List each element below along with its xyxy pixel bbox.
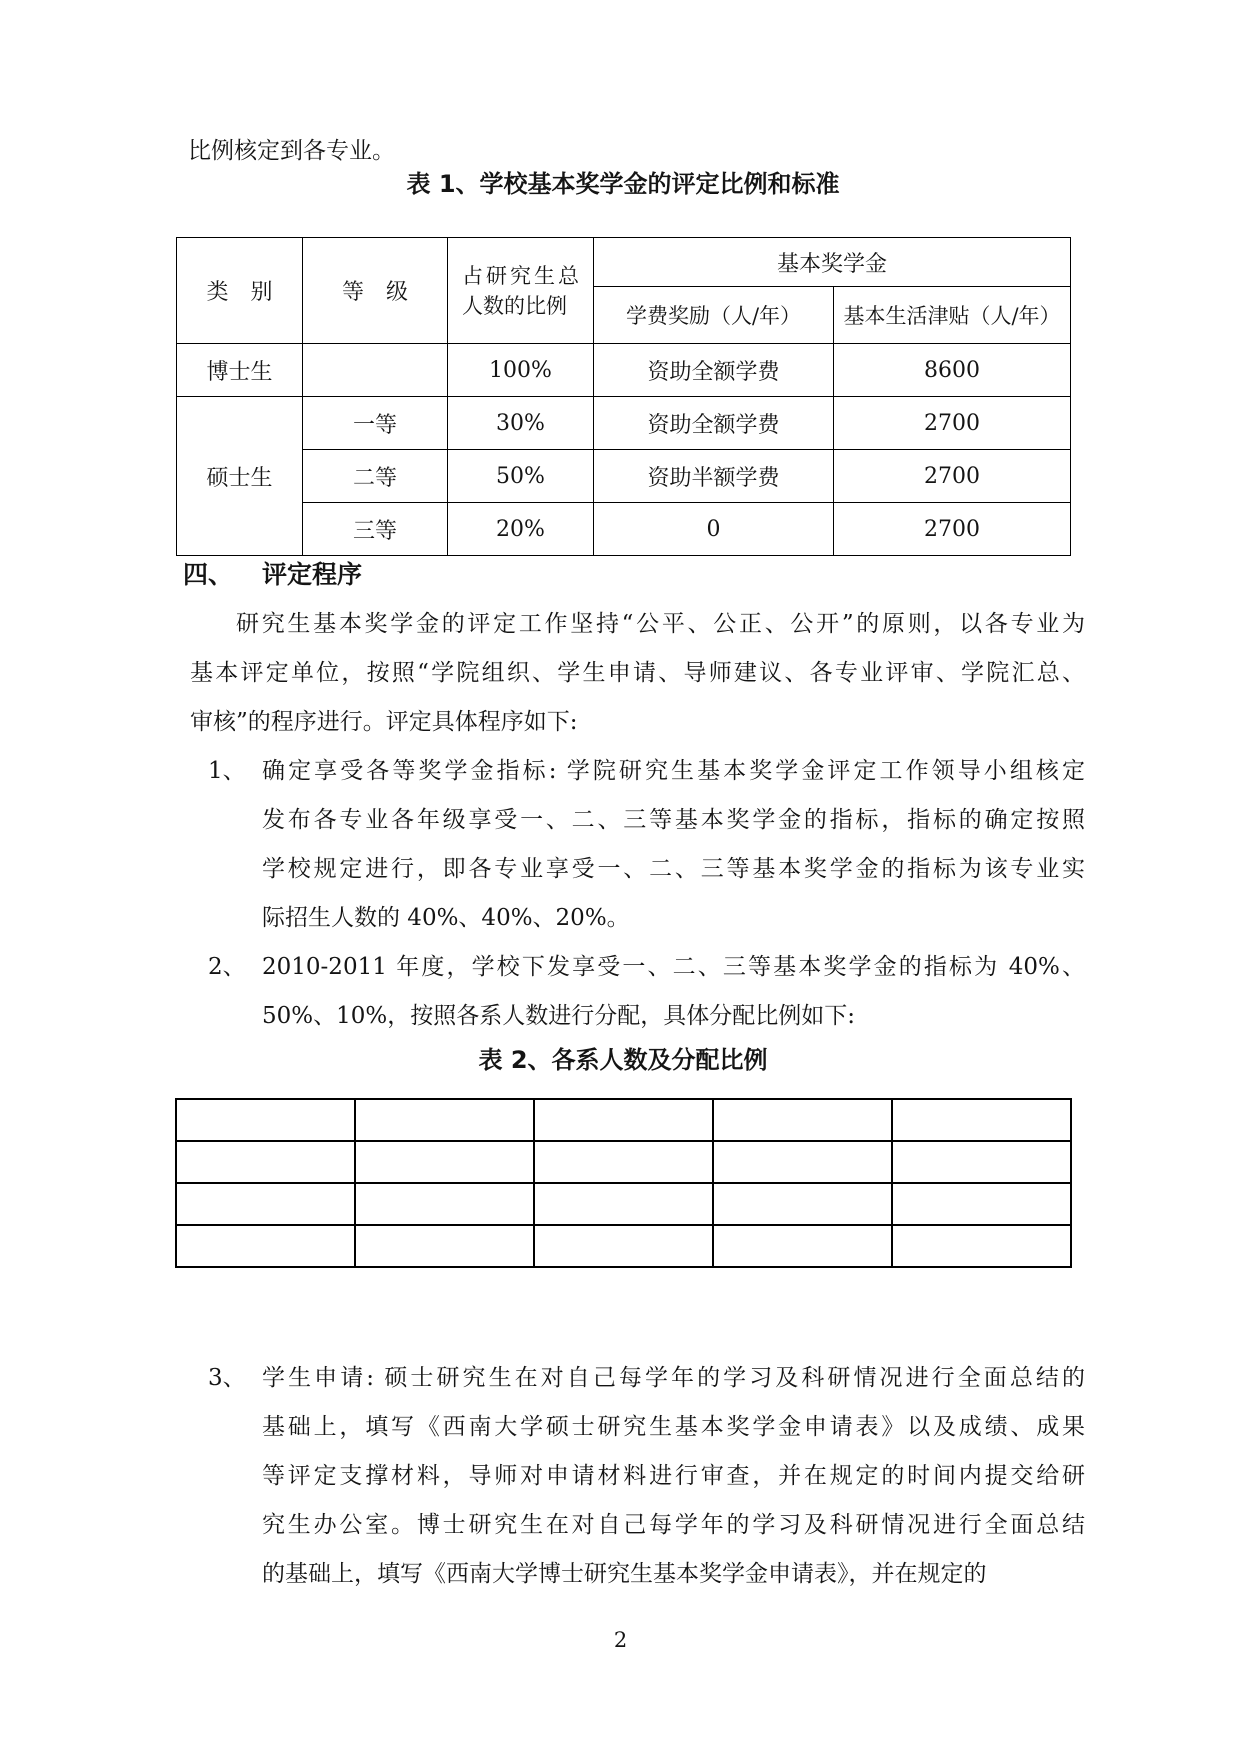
intro-line: 比例核定到各专业。 xyxy=(188,138,395,164)
cell-ratio: 20% xyxy=(448,503,594,556)
section-heading xyxy=(183,558,362,591)
empty-cell xyxy=(713,1183,892,1225)
empty-cell xyxy=(892,1183,1071,1225)
table1-header-category: 类 别 xyxy=(177,238,303,344)
empty-cell xyxy=(176,1099,355,1141)
cell-tuition: 资助全额学费 xyxy=(594,344,834,397)
cell-tuition: 资助全额学费 xyxy=(594,397,834,450)
list-item-number: 3、 xyxy=(208,1365,246,1391)
empty-cell xyxy=(534,1225,713,1267)
page-number: 2 xyxy=(613,1628,628,1652)
empty-cell xyxy=(355,1225,534,1267)
list-item-line: 学校规定进行，即各专业享受一、二、三等基本奖学金的指标为该专业实 xyxy=(262,856,1085,882)
cell-living: 8600 xyxy=(834,344,1071,397)
list-item xyxy=(208,747,1085,943)
list-item-number: 2、 xyxy=(208,954,246,980)
table1-header-grade: 等 级 xyxy=(303,238,448,344)
cell-category: 硕士生 xyxy=(177,397,303,556)
list-item-line: 基础上，填写《西南大学硕士研究生基本奖学金申请表》以及成绩、成果 xyxy=(262,1414,1085,1440)
distribution-table xyxy=(175,1098,1072,1268)
list-item-line: 际招生人数的 40%、40%、20%。 xyxy=(262,905,630,931)
table-row xyxy=(177,397,1071,450)
empty-cell xyxy=(892,1225,1071,1267)
cell-living: 2700 xyxy=(834,397,1071,450)
empty-cell xyxy=(713,1225,892,1267)
table-row xyxy=(176,1141,1071,1183)
cell-category: 博士生 xyxy=(177,344,303,397)
empty-cell xyxy=(534,1141,713,1183)
table-row xyxy=(176,1099,1071,1141)
list-item xyxy=(208,1354,1085,1599)
table1-header-ratio-text: 占研究生总人数的比例 xyxy=(462,263,579,318)
empty-cell xyxy=(892,1099,1071,1141)
cell-grade: 三等 xyxy=(303,503,448,556)
table-row xyxy=(176,1183,1071,1225)
empty-cell xyxy=(176,1225,355,1267)
empty-cell xyxy=(355,1183,534,1225)
cell-living: 2700 xyxy=(834,503,1071,556)
table1-header-living: 基本生活津贴（人/年） xyxy=(834,287,1071,344)
empty-cell xyxy=(355,1141,534,1183)
empty-cell xyxy=(713,1099,892,1141)
section-heading-text: 评定程序 xyxy=(262,560,363,589)
scholarship-table xyxy=(176,237,1071,556)
cell-tuition: 0 xyxy=(594,503,834,556)
table-row xyxy=(177,344,1071,397)
empty-cell xyxy=(713,1141,892,1183)
empty-cell xyxy=(534,1099,713,1141)
list-item-line: 的基础上，填写《西南大学博士研究生基本奖学金申请表》，并在规定的 xyxy=(262,1561,987,1587)
empty-cell xyxy=(534,1183,713,1225)
list-item-line: 发布各专业各年级享受一、二、三等基本奖学金的指标，指标的确定按照 xyxy=(262,807,1085,833)
cell-grade: 一等 xyxy=(303,397,448,450)
cell-tuition: 资助半额学费 xyxy=(594,450,834,503)
list-item-line: 2010-2011 年度，学校下发享受一、二、三等基本奖学金的指标为 40%、 xyxy=(262,954,1085,980)
cell-living: 2700 xyxy=(834,450,1071,503)
table-row xyxy=(176,1225,1071,1267)
empty-cell xyxy=(892,1141,1071,1183)
cell-ratio: 50% xyxy=(448,450,594,503)
table-row xyxy=(177,450,1071,503)
list-item-line: 等评定支撑材料，导师对申请材料进行审查，并在规定的时间内提交给研 xyxy=(262,1463,1085,1489)
list-item-line: 学生申请: 硕士研究生在对自己每学年的学习及科研情况进行全面总结的 xyxy=(262,1365,1085,1391)
cell-grade xyxy=(303,344,448,397)
paragraph-line: 基本评定单位，按照“学院组织、学生申请、导师建议、各专业评审、学院汇总、 xyxy=(190,660,1085,686)
empty-cell xyxy=(176,1141,355,1183)
cell-ratio: 100% xyxy=(448,344,594,397)
list-item-number: 1、 xyxy=(208,758,246,784)
list-item-line: 究生办公室。博士研究生在对自己每学年的学习及科研情况进行全面总结 xyxy=(262,1512,1085,1538)
list-item-line: 确定享受各等奖学金指标: 学院研究生基本奖学金评定工作领导小组核定 xyxy=(262,758,1085,784)
list-item xyxy=(208,943,1085,1041)
cell-ratio: 30% xyxy=(448,397,594,450)
empty-cell xyxy=(176,1183,355,1225)
cell-grade: 二等 xyxy=(303,450,448,503)
list-item-line: 50%、10%，按照各系人数进行分配，具体分配比例如下: xyxy=(262,1003,855,1029)
table1-title: 表 1、学校基本奖学金的评定比例和标准 xyxy=(406,170,840,198)
paragraph-line: 审核”的程序进行。评定具体程序如下: xyxy=(190,709,578,735)
table1-header-ratio xyxy=(448,238,594,344)
paragraph-line: 研究生基本奖学金的评定工作坚持“公平、公正、公开”的原则，以各专业为 xyxy=(236,611,1085,637)
empty-cell xyxy=(355,1099,534,1141)
table-row xyxy=(177,503,1071,556)
section-paragraph xyxy=(190,600,1085,747)
table1-header-tuition: 学费奖励（人/年） xyxy=(594,287,834,344)
table1-header-scholarship: 基本奖学金 xyxy=(594,238,1071,287)
table2-title: 表 2、各系人数及分配比例 xyxy=(478,1046,768,1074)
section-heading-number: 四、 xyxy=(183,560,234,589)
